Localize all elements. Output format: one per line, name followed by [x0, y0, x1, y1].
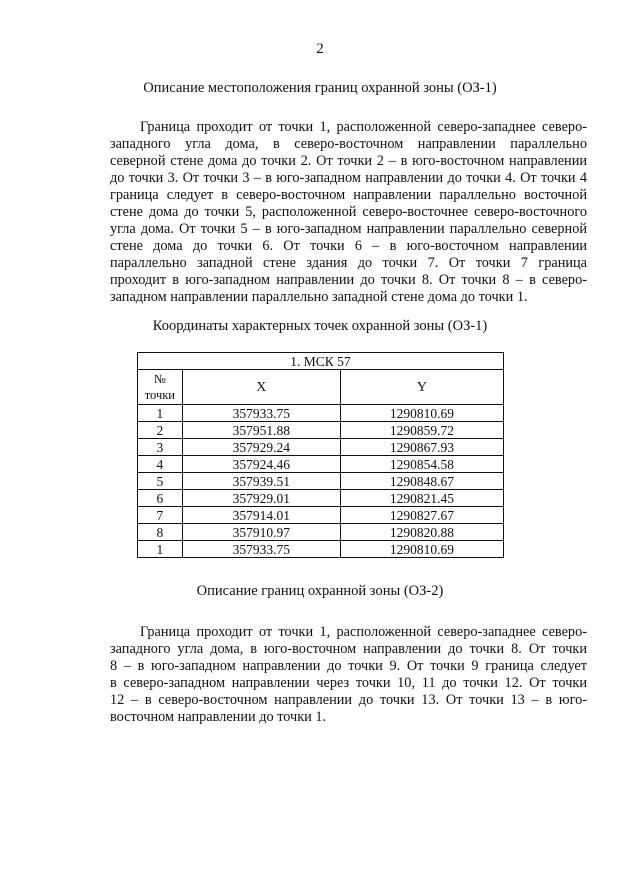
section1-paragraph — [110, 119, 587, 306]
table-row — [138, 524, 504, 541]
table-row — [138, 405, 504, 422]
x-cell: 357933.75 — [182, 541, 340, 558]
paragraph-line: 12 – в северо-восточном направлении до точки 13. От точки 13 – в юго- — [110, 692, 587, 708]
point-number-cell: 2 — [138, 422, 183, 439]
point-number-cell: 8 — [138, 524, 183, 541]
point-number-cell: 6 — [138, 490, 183, 507]
paragraph-line: восточном направлении до точки 1. — [110, 709, 327, 725]
x-cell: 357924.46 — [182, 456, 340, 473]
x-cell: 357910.97 — [182, 524, 340, 541]
paragraph-line: стене дома до точки 6. От точки 6 – в юго-восточном направлении — [110, 238, 587, 254]
table-row — [138, 439, 504, 456]
paragraph-line: Граница проходит от точки 1, расположенной северо-западнее северо- — [140, 119, 587, 135]
x-cell: 357929.24 — [182, 439, 340, 456]
paragraph-line: угла дома. От точки 5 – в юго-западном направлении параллельно северной — [110, 221, 587, 237]
y-cell: 1290810.69 — [340, 405, 503, 422]
y-cell: 1290820.88 — [340, 524, 503, 541]
y-cell: 1290810.69 — [340, 541, 503, 558]
point-number-cell: 3 — [138, 439, 183, 456]
y-cell: 1290854.58 — [340, 456, 503, 473]
paragraph-line: Граница проходит от точки 1, расположенной северо-западнее северо- — [140, 624, 587, 640]
paragraph-line: 8 – в юго-западном направлении до точки 9. От точки 9 граница следует — [110, 658, 587, 674]
section2-paragraph — [110, 624, 587, 726]
y-cell: 1290848.67 — [340, 473, 503, 490]
table-row — [138, 507, 504, 524]
point-number-header-line1: № — [153, 372, 166, 386]
y-cell: 1290859.72 — [340, 422, 503, 439]
coordinates-table — [137, 352, 504, 558]
paragraph-line: проходит в юго-западном направлении до точки 8. От точки 8 – в северо- — [110, 272, 587, 288]
paragraph-line: западного угла дома, в юго-восточном направлении до точки 8. От точки — [110, 641, 587, 657]
table-row — [138, 422, 504, 439]
table-row — [138, 473, 504, 490]
paragraph-line: западном направлении параллельно западной стене дома до точки 1. — [110, 289, 528, 305]
paragraph-line: северной стене дома до точки 2. От точки 2 – в юго-восточном направлении — [110, 153, 587, 169]
point-number-header-line2: точки — [144, 388, 175, 402]
y-cell: 1290821.45 — [340, 490, 503, 507]
paragraph-line: до точки 3. От точки 3 – в юго-западном направлении до точки 4. От точки 4 — [110, 170, 587, 186]
x-cell: 357951.88 — [182, 422, 340, 439]
paragraph-line: в северо-западном направлении через точки 10, 11 до точки 12. От точки — [110, 675, 587, 691]
point-number-cell: 7 — [138, 507, 183, 524]
x-cell: 357929.01 — [182, 490, 340, 507]
paragraph-line: западного угла дома, в северо-восточном направлении параллельно — [110, 136, 587, 152]
point-number-cell: 1 — [138, 541, 183, 558]
y-column-header: Y — [340, 370, 503, 405]
section1-title: Описание местоположения границ охранной зоны (ОЗ-1) — [143, 80, 497, 96]
x-cell: 357933.75 — [182, 405, 340, 422]
x-cell: 357914.01 — [182, 507, 340, 524]
point-number-cell: 1 — [138, 405, 183, 422]
paragraph-line: граница следует в северо-восточном направлении параллельно восточной — [110, 187, 587, 203]
x-column-header: X — [182, 370, 340, 405]
point-number-header — [138, 370, 183, 405]
paragraph-line: параллельно западной стене здания до точки 7. От точки 7 граница — [110, 255, 587, 271]
table-row — [138, 490, 504, 507]
coords-title: Координаты характерных точек охранной зоны (ОЗ-1) — [152, 318, 488, 334]
coordinate-system-header: 1. МСК 57 — [138, 353, 504, 370]
table-row — [138, 541, 504, 558]
table-row — [138, 456, 504, 473]
paragraph-line: стене дома до точки 5, расположенной северо-восточнее северо-восточного — [110, 204, 587, 220]
x-cell: 357939.51 — [182, 473, 340, 490]
page-number: 2 — [316, 41, 324, 57]
y-cell: 1290827.67 — [340, 507, 503, 524]
y-cell: 1290867.93 — [340, 439, 503, 456]
point-number-cell: 4 — [138, 456, 183, 473]
section2-title: Описание границ охранной зоны (ОЗ-2) — [196, 583, 444, 599]
point-number-cell: 5 — [138, 473, 183, 490]
